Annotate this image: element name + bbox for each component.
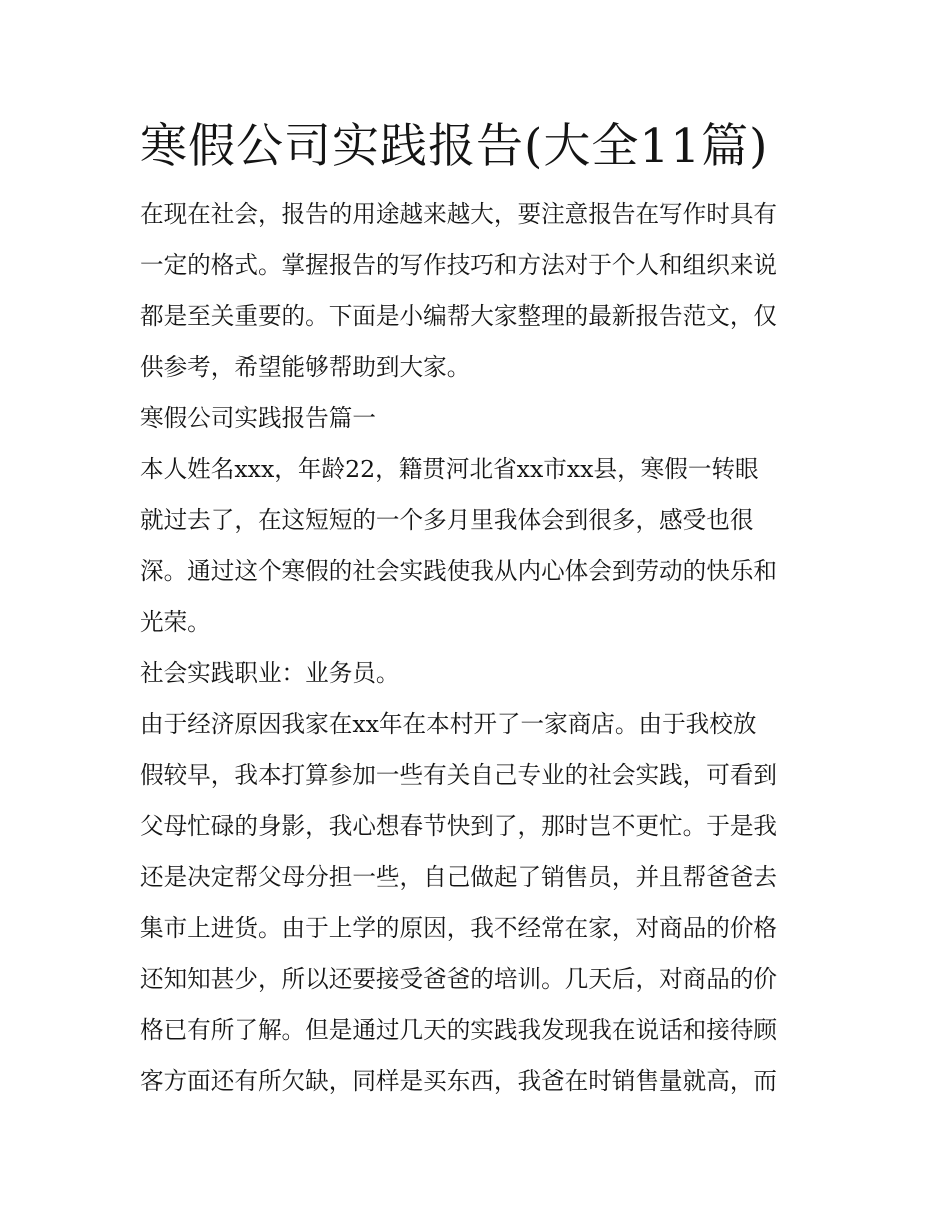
body-line: 在现在社会，报告的用途越来越大，要注意报告在写作时具有 [140,200,778,228]
body-line: 本人姓名xxx，年龄22，籍贯河北省xx市xx县，寒假一转眼 [140,455,759,483]
body-line: 还知知甚少，所以还要接受爸爸的培训。几天后，对商品的价 [140,965,778,993]
body-line: 供参考，希望能够帮助到大家。 [140,353,471,381]
body-line: 假较早，我本打算参加一些有关自己专业的社会实践，可看到 [140,761,778,789]
body-line: 深。通过这个寒假的社会实践使我从内心体会到劳动的快乐和 [140,557,778,585]
body-line: 社会实践职业：业务员。 [140,659,400,687]
document-body [140,189,820,1107]
body-line: 格已有所了解。但是通过几天的实践我发现我在说话和接待顾 [140,1016,778,1044]
body-line: 都是至关重要的。下面是小编帮大家整理的最新报告范文，仅 [140,302,778,330]
body-line: 客方面还有所欠缺，同样是买东西，我爸在时销售量就高，而 [140,1067,778,1095]
section-heading: 寒假公司实践报告篇一 [140,404,376,432]
document-page [140,115,820,1107]
body-line: 还是决定帮父母分担一些，自己做起了销售员，并且帮爸爸去 [140,863,778,891]
body-line: 由于经济原因我家在xx年在本村开了一家商店。由于我校放 [140,710,757,738]
body-line: 父母忙碌的身影，我心想春节快到了，那时岂不更忙。于是我 [140,812,778,840]
document-title: 寒假公司实践报告(大全11篇) [140,119,769,174]
body-line: 集市上进货。由于上学的原因，我不经常在家，对商品的价格 [140,914,778,942]
body-line: 光荣。 [140,608,211,636]
body-line: 一定的格式。掌握报告的写作技巧和方法对于个人和组织来说 [140,251,778,279]
body-line: 就过去了，在这短短的一个多月里我体会到很多，感受也很 [140,506,754,534]
